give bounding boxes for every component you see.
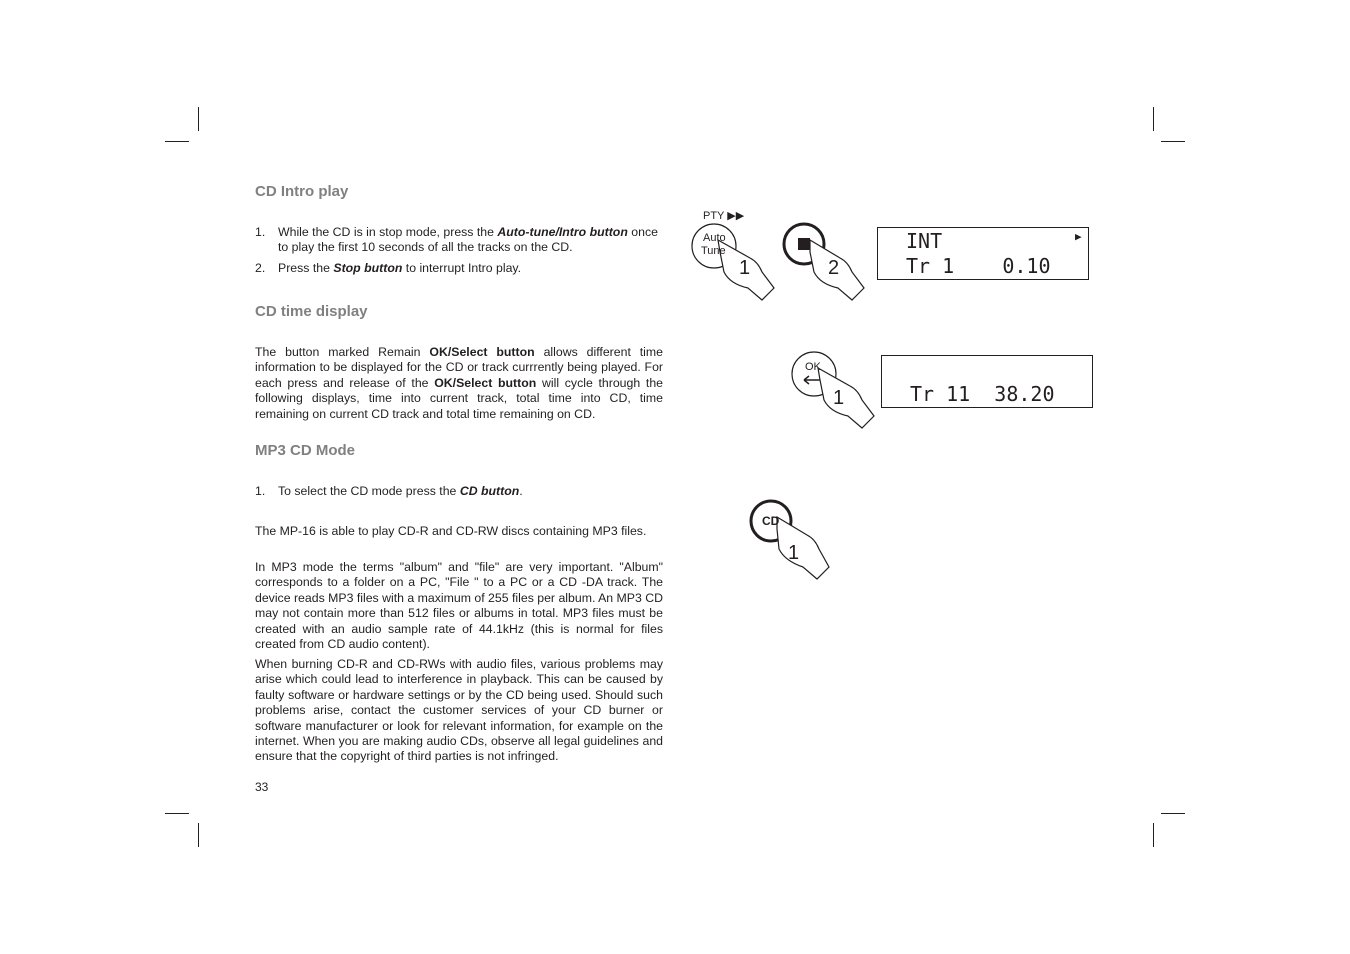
paragraph: The MP-16 is able to play CD-R and CD-RW discs containing MP3 files. (255, 524, 647, 538)
item-number: 1. (255, 225, 266, 239)
lcd-line-2: Tr 11 38.20 (910, 382, 1055, 406)
text: The button marked Remain (255, 345, 430, 359)
item-number: 1. (255, 484, 266, 498)
pty-label: PTY ▶▶ (703, 210, 745, 222)
lcd-line-2: Tr 1 0.10 (906, 254, 1051, 278)
heading-cd-time-display: CD time display (255, 303, 368, 320)
paragraph: When burning CD-R and CD-RWs with audio files, various problems may arise which could lead to interference in playback. This can be caused by faulty software or hardware settings or by the CD being used. Should such problems arise, contact the customer services of your CD burner or software manufacturer or look for relevant information, for example on the internet. When you are making audio CDs, observe all legal guidelines and ensure that the copyright of third parties is not infringed. (255, 657, 663, 764)
crop-mark (1161, 141, 1185, 142)
crop-mark (165, 813, 189, 814)
emphasis: CD button (459, 484, 520, 498)
crop-mark (1161, 813, 1185, 814)
ok-label: OK (805, 361, 821, 373)
text: To select the CD mode press the (278, 484, 460, 498)
text: allows different time information to be displayed for the CD or track currrently being played. For each press and release of the (255, 345, 663, 390)
play-arrow-icon: ▶ (1075, 230, 1082, 243)
step-number: 1 (833, 387, 845, 409)
emphasis: OK/Select button (434, 375, 537, 390)
auto-label: Auto (703, 232, 726, 244)
list-item (255, 225, 663, 256)
text: While the CD is in stop mode, press the (278, 225, 498, 239)
item-number: 2. (255, 261, 266, 275)
heading-mp3-cd-mode: MP3 CD Mode (255, 442, 356, 459)
text: will cycle through the following displays, time into current track, total time into CD, time remaining on current CD track and total time remaining on CD. (255, 375, 664, 421)
emphasis: Stop button (333, 261, 403, 275)
step-number: 1 (788, 542, 800, 564)
page-number: 33 (255, 780, 269, 794)
text: to interrupt Intro play. (402, 261, 522, 275)
text: once to play the first 10 seconds of all the tracks on the CD. (278, 225, 658, 255)
crop-mark (1153, 107, 1154, 131)
crop-mark (198, 823, 199, 847)
tune-label: Tune (701, 245, 726, 257)
step-number: 2 (828, 257, 840, 279)
cd-label: CD (762, 514, 780, 528)
stop-button-illustration (782, 222, 872, 302)
text: . (519, 484, 523, 498)
lcd-line-1: INT (906, 229, 943, 253)
crop-mark (198, 107, 199, 131)
lcd-display-intro (877, 227, 1089, 280)
text: Press the (278, 261, 334, 275)
step-number: 1 (739, 257, 751, 279)
heading-cd-intro-play: CD Intro play (255, 183, 349, 200)
lcd-display-time (881, 355, 1093, 408)
pointing-hand-icon (777, 517, 829, 579)
emphasis: Auto-tune/Intro button (497, 225, 628, 239)
paragraph (255, 345, 663, 422)
stop-icon (798, 238, 810, 250)
crop-mark (1153, 823, 1154, 847)
list-item (255, 484, 663, 499)
emphasis: OK/Select button (429, 345, 535, 359)
crop-mark (165, 141, 189, 142)
pointing-hand-icon (818, 368, 874, 428)
list-item (255, 261, 663, 276)
paragraph: In MP3 mode the terms "album" and "file" are very important. "Album" corresponds to a folder on a PC, "File " to a PC or a CD -DA track. The device reads MP3 files with a maximum of 255 files per album. An MP3 CD may not contain more than 512 files or albums in total. MP3 files must be created with an audio sample rate of 44.1kHz (this is normal for files created from CD audio content). (255, 560, 664, 652)
